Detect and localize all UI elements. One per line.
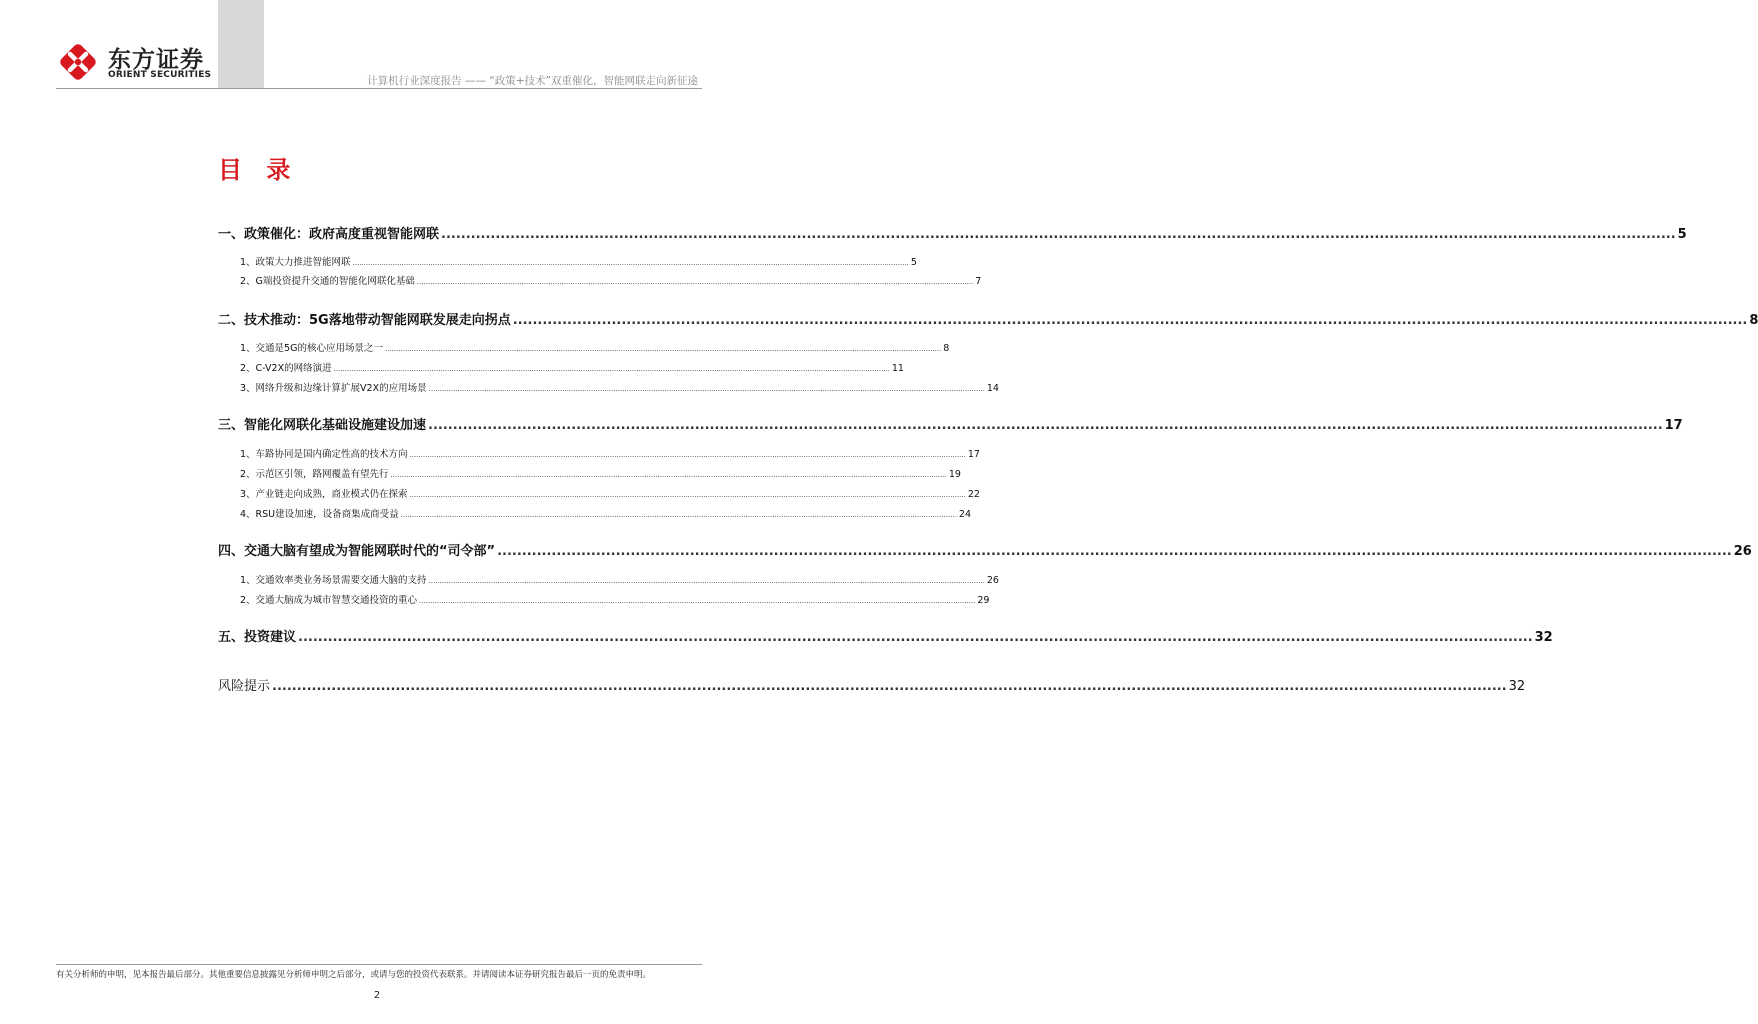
toc-entry-level1[interactable]: 风险提示 .......................................................................................................................................................................................................................................................... 32 [218,679,1526,694]
report-running-title: 计算机行业深度报告 —— “政策+技术”双重催化，智能网联走向新征途 [367,75,698,87]
toc-entry-level1[interactable]: 二、技术推动：5G落地带动智能网联发展走向拐点 .......................................................................................................................................................................................................................................................... 8 [218,313,1758,328]
logo-english-name: ORIENT SECURITIES [108,70,212,80]
toc-entry-level1[interactable]: 三、智能化网联化基础设施建设加速 .......................................................................................................................................................................................................................................................... 17 [218,418,1683,433]
toc-entry-level2[interactable]: 2、G端投资提升交通的智能化网联化基础 .......................................................................................................................................................................................................................................................... 7 [240,276,982,287]
toc-entry-level2[interactable]: 4、RSU建设加速，设备商集成商受益 .......................................................................................................................................................................................................................................................... 24 [240,509,972,520]
toc-entry-level1[interactable]: 一、政策催化：政府高度重视智能网联 .......................................................................................................................................................................................................................................................... 5 [218,227,1687,242]
footer-divider [56,964,702,965]
toc-entry-level2[interactable]: 1、政策大力推进智能网联 .......................................................................................................................................................................................................................................................... 5 [240,257,917,268]
toc-entry-level2[interactable]: 2、示范区引领，路网覆盖有望先行 .......................................................................................................................................................................................................................................................... 19 [240,469,961,480]
toc-entry-level2[interactable]: 1、交通效率类业务场景需要交通大脑的支持 .......................................................................................................................................................................................................................................................... 26 [240,575,999,586]
toc-entry-level2[interactable]: 1、交通是5G的核心应用场景之一 .......................................................................................................................................................................................................................................................... 8 [240,343,950,354]
orient-securities-logo [56,40,216,84]
toc-entry-level2[interactable]: 2、C-V2X的网络演进 .......................................................................................................................................................................................................................................................... 11 [240,363,904,374]
toc-title: 目 录 [218,156,299,184]
logo-chinese-name: 东方证券 [108,47,204,73]
toc-entry-level2[interactable]: 2、交通大脑成为城市智慧交通投资的重心 .......................................................................................................................................................................................................................................................... 29 [240,595,990,606]
page-number: 2 [373,990,381,1001]
toc-entry-level1[interactable]: 四、交通大脑有望成为智能网联时代的“司令部” .......................................................................................................................................................................................................................................................... 26 [218,544,1752,559]
toc-entry-level1[interactable]: 五、投资建议 .......................................................................................................................................................................................................................................................... 32 [218,630,1553,645]
orient-securities-logo-mark-icon [56,40,100,84]
toc-entry-level2[interactable]: 3、网络升级和边缘计算扩展V2X的应用场景 .......................................................................................................................................................................................................................................................... 14 [240,383,999,394]
header-decoration-bar [218,0,264,88]
toc-entry-level2[interactable]: 1、车路协同是国内确定性高的技术方向 .......................................................................................................................................................................................................................................................... 17 [240,449,980,460]
footer-disclaimer: 有关分析师的申明，见本报告最后部分。其他重要信息披露见分析师申明之后部分，或请与您的投资代表联系。并请阅读本证券研究报告最后一页的免责申明。 [56,970,652,980]
toc-entry-level2[interactable]: 3、产业链走向成熟，商业模式仍在探索 .......................................................................................................................................................................................................................................................... 22 [240,489,980,500]
header-divider [56,88,702,89]
